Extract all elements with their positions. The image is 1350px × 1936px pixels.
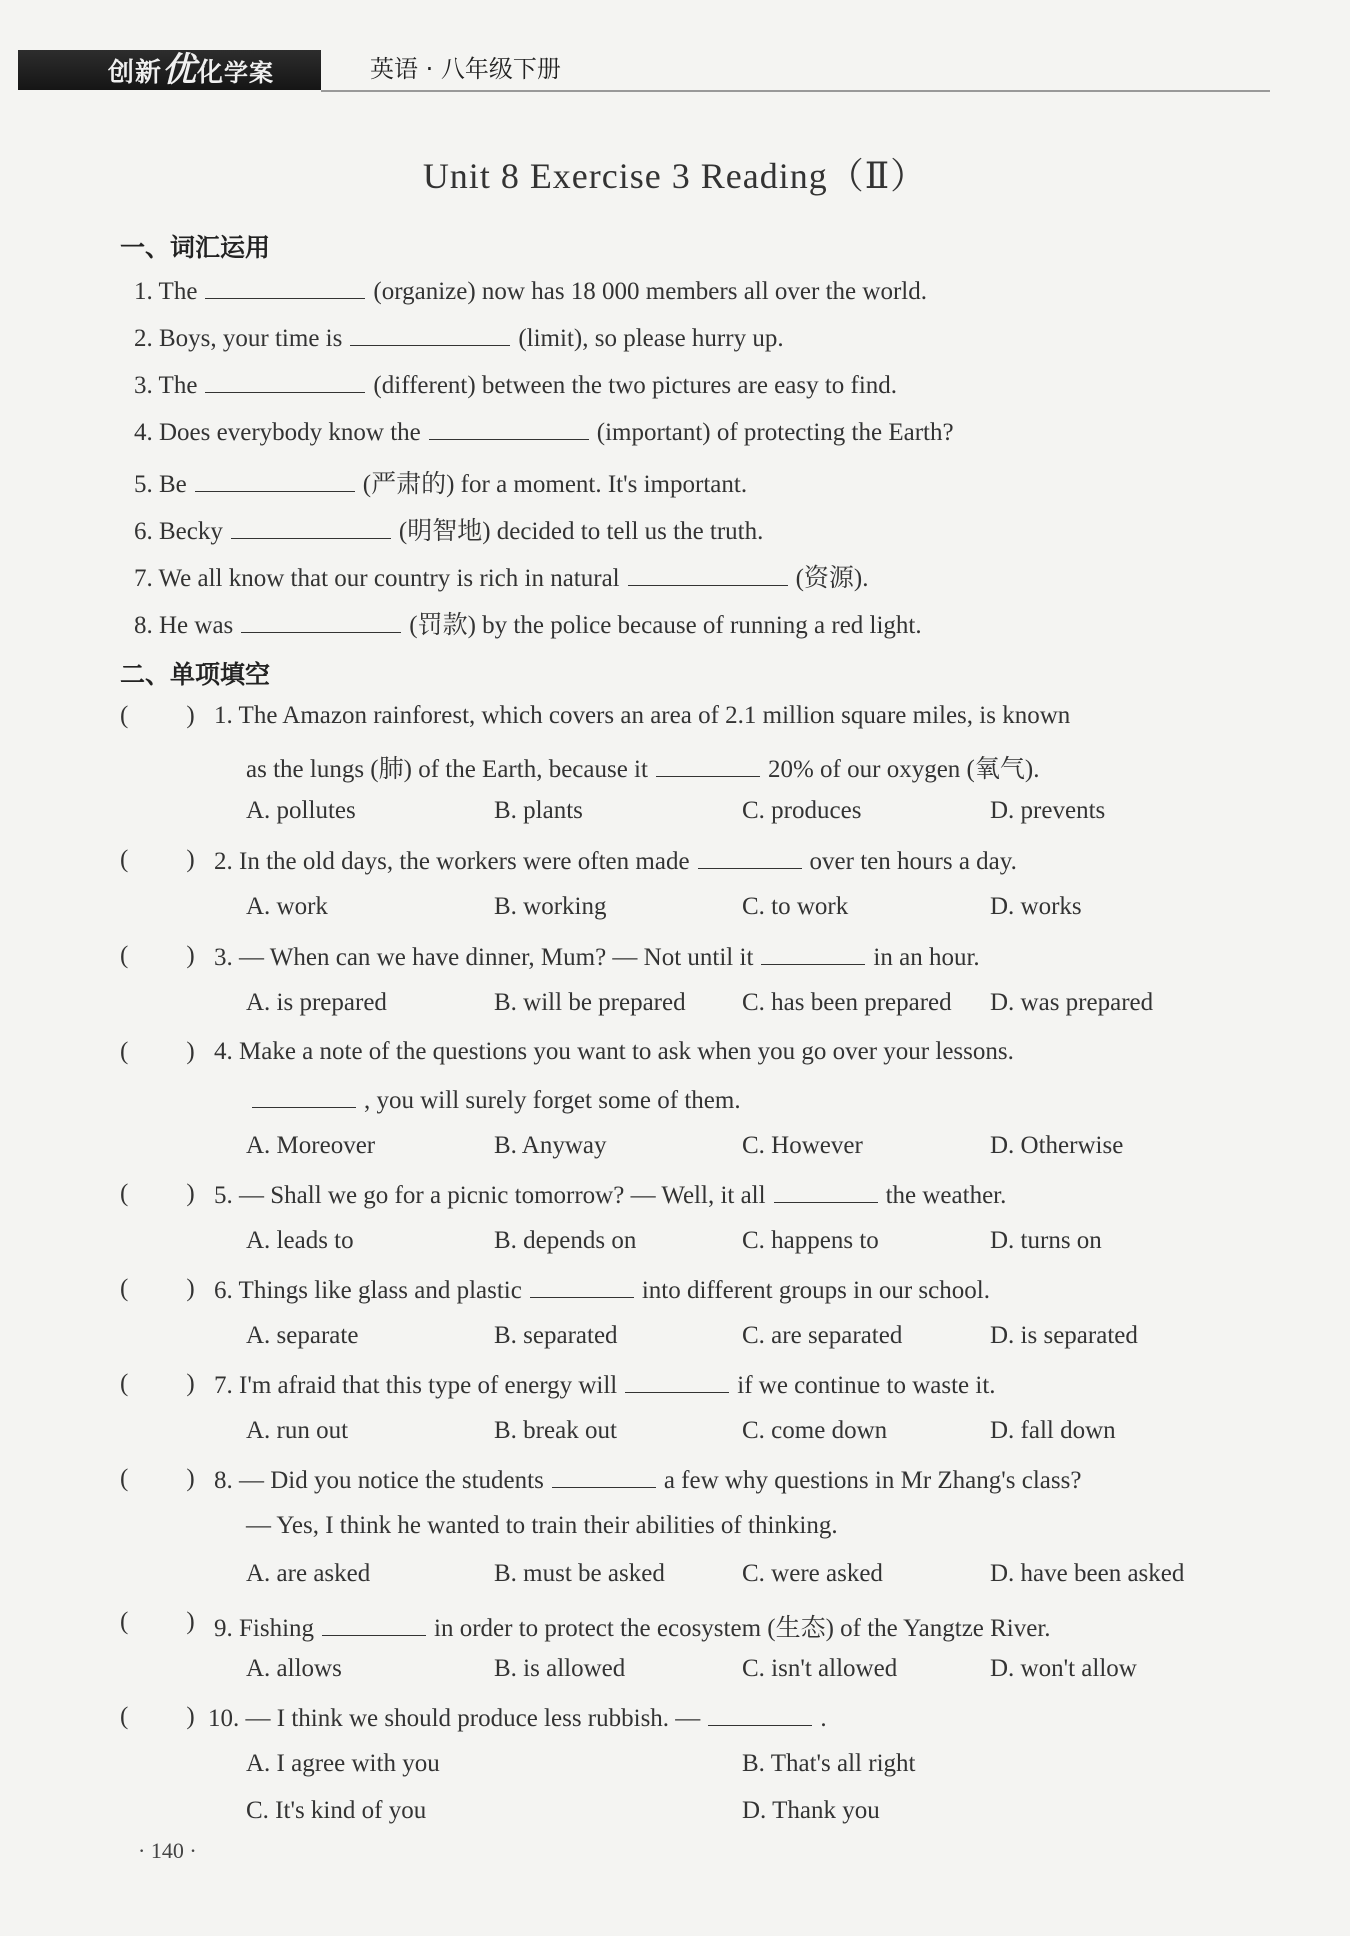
- option-b: B. is allowed: [494, 1655, 626, 1682]
- answer-bracket[interactable]: ( ): [120, 846, 195, 873]
- answer-blank[interactable]: [429, 417, 589, 440]
- subject-label: 英语 · 八年级下册: [370, 55, 561, 83]
- brand-text: 化: [197, 58, 225, 88]
- option-a: A. separate: [246, 1322, 359, 1349]
- item-text: 7. We all know that our country is rich in natural: [134, 565, 620, 592]
- question-text: a few why questions in Mr Zhang's class?: [663, 1467, 1082, 1494]
- question-text: 6. Things like glass and plastic: [214, 1277, 522, 1304]
- question-text: 10. — I think we should produce less rubbish. —: [208, 1705, 701, 1732]
- vocab-item: [134, 323, 784, 353]
- option-a: A. Moreover: [246, 1132, 376, 1159]
- brand-text: 创新: [108, 58, 163, 88]
- option-b: B. break out: [494, 1417, 617, 1444]
- answer-blank[interactable]: [708, 1703, 812, 1726]
- item-text: (严肃的) for a moment. It's important.: [362, 471, 748, 498]
- question-text: , you will surely forget some of them.: [364, 1087, 741, 1114]
- answer-bracket[interactable]: ( ): [120, 1038, 195, 1065]
- option-a: A. leads to: [246, 1227, 354, 1254]
- question-text: 8. — Did you notice the students: [214, 1467, 544, 1494]
- question-text: 7. I'm afraid that this type of energy will: [214, 1372, 618, 1399]
- option-d: D. turns on: [990, 1227, 1102, 1254]
- option-b: B. That's all right: [742, 1750, 916, 1777]
- answer-blank[interactable]: [761, 942, 865, 965]
- question-text: as the lungs (肺) of the Earth, because it: [246, 756, 648, 783]
- option-c: C. were asked: [742, 1560, 883, 1587]
- vocab-item: [134, 558, 869, 594]
- question-text: into different groups in our school.: [641, 1277, 990, 1304]
- option-d: D. works: [990, 893, 1082, 920]
- option-a: A. I agree with you: [246, 1750, 440, 1777]
- question-text: — Yes, I think he wanted to train their abilities of thinking.: [246, 1512, 838, 1539]
- question-text: [214, 1370, 996, 1400]
- answer-blank[interactable]: [530, 1275, 634, 1298]
- item-text: 6. Becky: [134, 518, 223, 545]
- answer-blank[interactable]: [231, 516, 391, 539]
- question-text: over ten hours a day.: [809, 848, 1017, 875]
- item-text: 1. The: [134, 278, 198, 305]
- option-d: D. is separated: [990, 1322, 1138, 1349]
- question-text: the weather.: [885, 1182, 1007, 1209]
- vocab-item: [134, 276, 927, 306]
- brand-banner: [18, 50, 321, 90]
- item-text: (organize) now has 18 000 members all over the world.: [373, 278, 927, 305]
- option-a: A. allows: [246, 1655, 342, 1682]
- answer-bracket[interactable]: ( ): [120, 702, 195, 729]
- option-c: C. come down: [742, 1417, 888, 1444]
- option-b: B. plants: [494, 797, 583, 824]
- answer-blank[interactable]: [205, 276, 365, 299]
- question-text: 1. The Amazon rainforest, which covers an area of 2.1 million square miles, is known: [214, 702, 1071, 729]
- vocab-item: [134, 511, 763, 547]
- question-text: if we continue to waste it.: [737, 1372, 996, 1399]
- answer-blank[interactable]: [350, 323, 510, 346]
- question-text: in an hour.: [873, 944, 980, 971]
- option-a: A. run out: [246, 1417, 349, 1444]
- question-text: [208, 1703, 827, 1733]
- option-b: B. working: [494, 893, 607, 920]
- option-a: A. is prepared: [246, 989, 387, 1016]
- vocab-item: [134, 464, 747, 500]
- answer-bracket[interactable]: ( ): [120, 1465, 195, 1492]
- brand-text: 学案: [224, 59, 275, 87]
- option-b: B. depends on: [494, 1227, 637, 1254]
- header-rule: [321, 90, 1270, 92]
- answer-blank[interactable]: [205, 370, 365, 393]
- question-text: [252, 1085, 741, 1115]
- option-c: C. happens to: [742, 1227, 879, 1254]
- item-text: (important) of protecting the Earth?: [596, 419, 954, 446]
- answer-blank[interactable]: [552, 1465, 656, 1488]
- option-b: B. separated: [494, 1322, 618, 1349]
- question-text: [214, 1608, 1051, 1644]
- section-heading: 二、单项填空: [120, 660, 271, 689]
- answer-bracket[interactable]: ( ): [120, 942, 195, 969]
- answer-blank[interactable]: [625, 1370, 729, 1393]
- page-title: Unit 8 Exercise 3 Reading（Ⅱ）: [422, 156, 928, 196]
- question-text: in order to protect the ecosystem (生态) of the Yangtze River.: [434, 1615, 1051, 1642]
- option-c: C. produces: [742, 797, 862, 824]
- question-text: [214, 1180, 1006, 1210]
- option-c: C. However: [742, 1132, 863, 1159]
- option-c: C. isn't allowed: [742, 1655, 898, 1682]
- answer-blank[interactable]: [656, 754, 760, 777]
- option-d: D. have been asked: [990, 1560, 1185, 1587]
- option-d: D. prevents: [990, 797, 1106, 824]
- question-text: 9. Fishing: [214, 1615, 315, 1642]
- option-b: B. Anyway: [494, 1132, 607, 1159]
- option-c: C. are separated: [742, 1322, 903, 1349]
- answer-blank[interactable]: [698, 846, 802, 869]
- answer-bracket[interactable]: ( ): [120, 1608, 195, 1635]
- option-d: D. was prepared: [990, 989, 1154, 1016]
- question-text: 2. In the old days, the workers were often made: [214, 848, 690, 875]
- page-number: · 140 ·: [138, 1838, 197, 1863]
- vocab-item: [134, 417, 954, 447]
- item-text: (罚款) by the police because of running a red light.: [409, 612, 922, 639]
- question-text: 4. Make a note of the questions you want to ask when you go over your lessons.: [214, 1038, 1014, 1065]
- question-text: 3. — When can we have dinner, Mum? — Not until it: [214, 944, 754, 971]
- answer-bracket[interactable]: ( ): [120, 1703, 195, 1730]
- question-text: [214, 846, 1017, 876]
- option-b: B. will be prepared: [494, 989, 686, 1016]
- option-d: D. won't allow: [990, 1655, 1137, 1682]
- question-text: .: [820, 1705, 827, 1732]
- answer-blank[interactable]: [195, 469, 355, 492]
- option-c: C. It's kind of you: [246, 1797, 427, 1824]
- option-a: A. pollutes: [246, 797, 356, 824]
- option-a: A. are asked: [246, 1560, 371, 1587]
- answer-blank[interactable]: [628, 563, 788, 586]
- question-text: 5. — Shall we go for a picnic tomorrow? — Well, it all: [214, 1182, 766, 1209]
- question-text: [214, 942, 980, 972]
- item-text: 5. Be: [134, 471, 187, 498]
- question-text: [214, 1275, 990, 1305]
- item-text: (资源).: [795, 565, 869, 592]
- option-b: B. must be asked: [494, 1560, 665, 1587]
- answer-bracket[interactable]: ( ): [120, 1370, 195, 1397]
- item-text: 4. Does everybody know the: [134, 419, 421, 446]
- question-text: 20% of our oxygen (氧气).: [767, 756, 1040, 783]
- answer-blank[interactable]: [774, 1180, 878, 1203]
- option-d: D. Otherwise: [990, 1132, 1124, 1159]
- item-text: (limit), so please hurry up.: [518, 325, 784, 352]
- answer-blank[interactable]: [241, 610, 401, 633]
- answer-bracket[interactable]: ( ): [120, 1180, 195, 1207]
- answer-blank[interactable]: [322, 1613, 426, 1636]
- option-c: C. to work: [742, 893, 849, 920]
- item-text: (明智地) decided to tell us the truth.: [398, 518, 764, 545]
- vocab-item: [134, 370, 897, 400]
- item-text: (different) between the two pictures are easy to find.: [373, 372, 898, 399]
- answer-blank[interactable]: [252, 1085, 356, 1108]
- item-text: 8. He was: [134, 612, 234, 639]
- section-heading: 一、词汇运用: [120, 233, 271, 262]
- option-d: D. Thank you: [742, 1797, 880, 1824]
- item-text: 2. Boys, your time is: [134, 325, 343, 352]
- answer-bracket[interactable]: ( ): [120, 1275, 195, 1302]
- question-text: [246, 749, 1039, 785]
- vocab-item: [134, 605, 922, 641]
- option-d: D. fall down: [990, 1417, 1116, 1444]
- item-text: 3. The: [134, 372, 198, 399]
- question-text: [214, 1465, 1081, 1495]
- option-c: C. has been prepared: [742, 989, 952, 1016]
- option-a: A. work: [246, 893, 328, 920]
- brand-text: 优: [162, 50, 198, 90]
